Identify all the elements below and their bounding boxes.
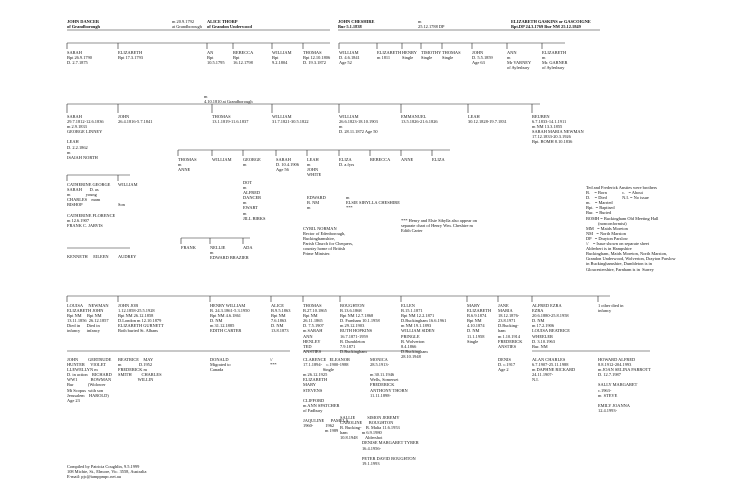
tree-text-block: m 4.10.1810 at Grandborough — [204, 94, 253, 105]
tree-text-block: THOMAS Bpt 12.10.1806 D. 19.3.1872 — [303, 50, 331, 66]
tree-text-block: WILLIAM D. 4.6.1841 Age 52 — [339, 50, 360, 66]
tree-text-block: JOHN D. 5.5.1859 Age 63 — [472, 50, 493, 66]
tree-text-block: ELIZABETH Bpt 17.3.1793 — [118, 50, 144, 61]
tree-text-block: TIMOTHY Single — [421, 50, 442, 61]
tree-text-block: Compiled by Patricia Coughlin, 9.5.1999 108 Michie, St., Elmore, Vic. 3558, Australia E-mail: pjc@iamppmpc.net.au — [67, 464, 147, 480]
tree-text-block: JOHN JOB 1.12.1858-25.5.1928 Bpt NM 26.12.1858 D.London m 12.10.1879 ELIZABETH GURNETT Both buried St. Albans — [118, 303, 164, 334]
tree-text-block: DENIS D. c.1917 Age 2 — [498, 357, 516, 373]
tree-text-block: DOT m ALFRED DANCER m EWART m JILL BIRKS — [243, 180, 266, 221]
tree-text-block: WILLIAM — [212, 157, 232, 162]
tree-text-block: WILLIAM Son — [118, 182, 138, 208]
tree-text-block: \/ *** — [270, 357, 277, 368]
tree-text-block: m ELSIE SIBYLLA CHESHIRE *** — [346, 195, 400, 211]
tree-text-block: LEAH 30.12.1828-19.7.1831 — [468, 114, 507, 125]
tree-text-block: WILLIAM Bpt 9.2.1804 — [272, 50, 292, 66]
tree-text-block: EDWARD B. NM m — [307, 195, 326, 211]
tree-text-block: ANN m Mr VARNEY of Aylesbury — [507, 50, 532, 71]
tree-text-block: KENNETH EILEEN — [67, 254, 109, 259]
tree-text-block: HENRY WILLIAM B. 24.3.1861-5.3.1950 Bpt NM 4.6.1861 D. NM m 31.12.1885 EDITH CARTER — [210, 303, 250, 334]
tree-text-block: *** Henry and Elsie Sibylla also appear on separate chart of Henry Wm. Cheshire m Edith Carter — [401, 218, 477, 234]
tree-text-block: LEAH m JOHN WHITE — [307, 157, 322, 178]
tree-text-block: SARAH Bpt 26.9.1790 D. 2.7.1875 — [67, 50, 93, 66]
tree-text-block: JOHN DANCER of Grandborough — [67, 19, 100, 30]
tree-text-block: MARY ELIZABETH B.6.9.1874 Bpt NM 4.10.1874 D. NM 11.1.1958 Single — [467, 303, 492, 344]
tree-text-block: WILLIAM 31.7.1821-30.5.1822 — [272, 114, 309, 125]
tree-text-block: CATHERINE GEORGE SARAH D. as m young CHARLES mam BISHOP CATHERINE FLORENCE m 12.6.1907 FRANK C. JARVIS — [67, 182, 116, 228]
tree-text-block: DONALD Migrated to Canada — [210, 357, 231, 373]
tree-text-block: NELLIE m EDWARD BRAZIER — [210, 245, 249, 261]
tree-text-block: ELIZA D. a.fyrs — [339, 157, 355, 168]
tree-text-block: AUDREY — [118, 254, 137, 259]
tree-text-block: SARAH D. 10.4.1906 Age 56 — [276, 157, 299, 173]
tree-text-block: Ted and Frederick Ansties were brothers B. = Born c. = About D. = Died N.I. = No issue m. = Married Bpt. = Baptised Bur. = Buried BOMH = Buckingham Old Meeting Hall (nonconformist) MM = Maids Moreton NM = North Marston DP = Drayton Parslow \/ = Issue shown on separate sheet Alderbert is in Hampshire Buckingham, Maids Moreton, North Marston, Grandon Underwood, Wolverton, Drayton Parslow in Buckinghamshire, Dumbleton is in Gloucestershire, Farnham is in Surrey — [586, 185, 676, 272]
tree-text-block: THOMAS B.27.10.1865 Bpt NM 26.11.1865 D. 7.5.1907 m SARAH ANN HENLEY TED ANSTIES — [303, 303, 327, 354]
tree-text-block: THOMAS 13.1.1819-11.6.1837 — [212, 114, 249, 125]
tree-text-block: JOHN GERTRUDE HUNTER VIOLET LLEWELLYN m D. in action RICHARD WW1 BOWMAN Bur (Widower Mt Scopus with son Jerusalem HAROLD) Age 23 — [67, 357, 112, 403]
tree-text-block: MONICA 28.5.1913- m 30.11.1946 Wells, Somerset FREDERICK ANTHONY THORN 11.11.1898- — [370, 357, 408, 398]
tree-text-block: ELIZABETH m 1811 — [377, 50, 402, 61]
tree-text-block: JANE MARIA 18.12.1876- 23.8.1971 D.Bucking- ham m 1.10.1914 FREDERICK ANSTIES — [498, 303, 523, 349]
tree-text-block: m 20.9.1792 at Grandborough — [172, 19, 202, 30]
tree-text-block: ALICE THORP of Grandon Underwood — [207, 19, 252, 30]
tree-text-block: 1 other died in infancy — [598, 303, 624, 314]
tree-text-block: BEATRICE MAY m D.1952 FREDERICK m SMITH CHARLES WILLIN — [118, 357, 162, 383]
tree-text-block: ANNE — [401, 157, 414, 162]
tree-text-block: AN Bpt 10.5.1795 — [207, 50, 225, 66]
tree-text-block: CYRIL NORMAN Rector of Edenborough, Buckinghamshire, Parish Church for Chequers, country home of British Prime Minister. — [303, 226, 353, 257]
tree-text-block: REBECCA — [370, 157, 391, 162]
tree-text-block: FRANK — [181, 245, 196, 250]
tree-text-block: CLARENCE ELEANOR 17.1.1894- c.1900-1988 Single m 26.12.1925 ELIZABETH MARY STEVENS CLIFFORD m ANN SPATCHER of Fadbury JAQULINE PAMELA 1960- 1962 m 1989 — [303, 357, 350, 434]
tree-text-block: SARAH 29.7.1812-12.6.1836 m 2.9.1833 GEORGE LINNEY LEAH D. 2.2.1862 m ISAIAH NORTH — [67, 114, 104, 160]
tree-text-block: ELIZABETH GASKINS or GASCOIGNE Bpt.DP 24.3.1769 Bur NM 25.12.1849 — [511, 19, 591, 30]
tree-text-block: ALFRED EZRA EZRA 20.6.1880-25.8.1958 D. NM m 17.2.1906 LOUISA BEATRICE WHEELER D. 3.10.1963 Bur. NM — [532, 303, 570, 349]
tree-text-block: EMMANUEL 13.5.1826-21.6.1826 — [401, 114, 438, 125]
tree-text-block: HOWARD ALFRED 8.8.1912-204.1993 m JOAN SELINA PARROTT D. 12.7.1987 SALLY MARGARET c.1963- m STEVE EMILY JOANNA 12.4.1993- — [598, 357, 651, 413]
tree-text-block: LOUISA NEWMAN ELIZABETH JOHN Bpt NM Bpt NM 13.11.1856 26.12.1857 Died in Died in infancy infancy — [67, 303, 109, 334]
tree-text-block: REBECCA Bpt 16.12.1798 — [233, 50, 254, 66]
tree-text-block: ADA — [243, 245, 253, 250]
tree-text-block: ALICE B.9.5.1863 Bpt NM 7.6.1863 D. NM 13.8.1873 — [271, 303, 291, 334]
tree-text-block: m 25.12.1788 DP — [418, 19, 445, 30]
tree-text-block: GEORGE m — [243, 157, 261, 168]
tree-text-block: ELIZA — [432, 157, 445, 162]
tree-text-block: ELIZABETH m Mr. GARNER of Aylesbury — [542, 50, 568, 71]
tree-text-block: THOMAS m ANNE — [178, 157, 197, 173]
tree-text-block: JOHN 26.4.1816-5.7.1841 — [118, 114, 153, 125]
tree-text-block: SALLIE SIMON JEREMY CAROLINE BOUGHTON B. Bucking- B. Malta 11.6.1953 ham m 6.9.1980 10.8.1948 Aldershot DENISE MARGARET TYRER 16.4.1956- PETER DAVID BOUGHTON 19.1.1993 — [340, 415, 419, 466]
tree-text-block: ELLEN B.15.1.1871 Bpt NM 12.2.1871 D.Buckingham 16.6.1961 m NM 19.1.1893 WILLIAM SIDEN PRINGLE B. Wolverton 8.4.1866 D.Buckingham 28.10.1948 — [401, 303, 447, 359]
tree-text-block: BOUGHTON B.13.6.1868 Bpt NM 12.7.1868 D. Farnham 10.1.1958 m 29.12.1903 RUTH HOPKINS 16.7.1871-1959 B. Dumbleton 7.9.1871 D.Buckingham — [340, 303, 380, 354]
tree-text-block: THOMAS Single — [442, 50, 461, 61]
tree-text-block: WILLIAM 26.6.1823-18.10.1903 m D. 28.11.1872 Age 50 — [339, 114, 378, 135]
tree-text-block: JOHN CHESHIRE Bur 5.1.1838 — [338, 19, 375, 30]
tree-text-block: ALAN CHARLES 6.7.1907-25.11.1988 m DAPHNE RICKARD 24.11.1907- N.I. — [532, 357, 576, 383]
tree-text-block: HENRY Single — [402, 50, 417, 61]
tree-text-block: REUBEN 6.7.1833-14.1.1911 m NM 13.3.1855 SARAH MARIA NEWMAN 17.12.1833-20.3.1926 Bpt. BOMH 8.10.1836 — [532, 114, 584, 145]
